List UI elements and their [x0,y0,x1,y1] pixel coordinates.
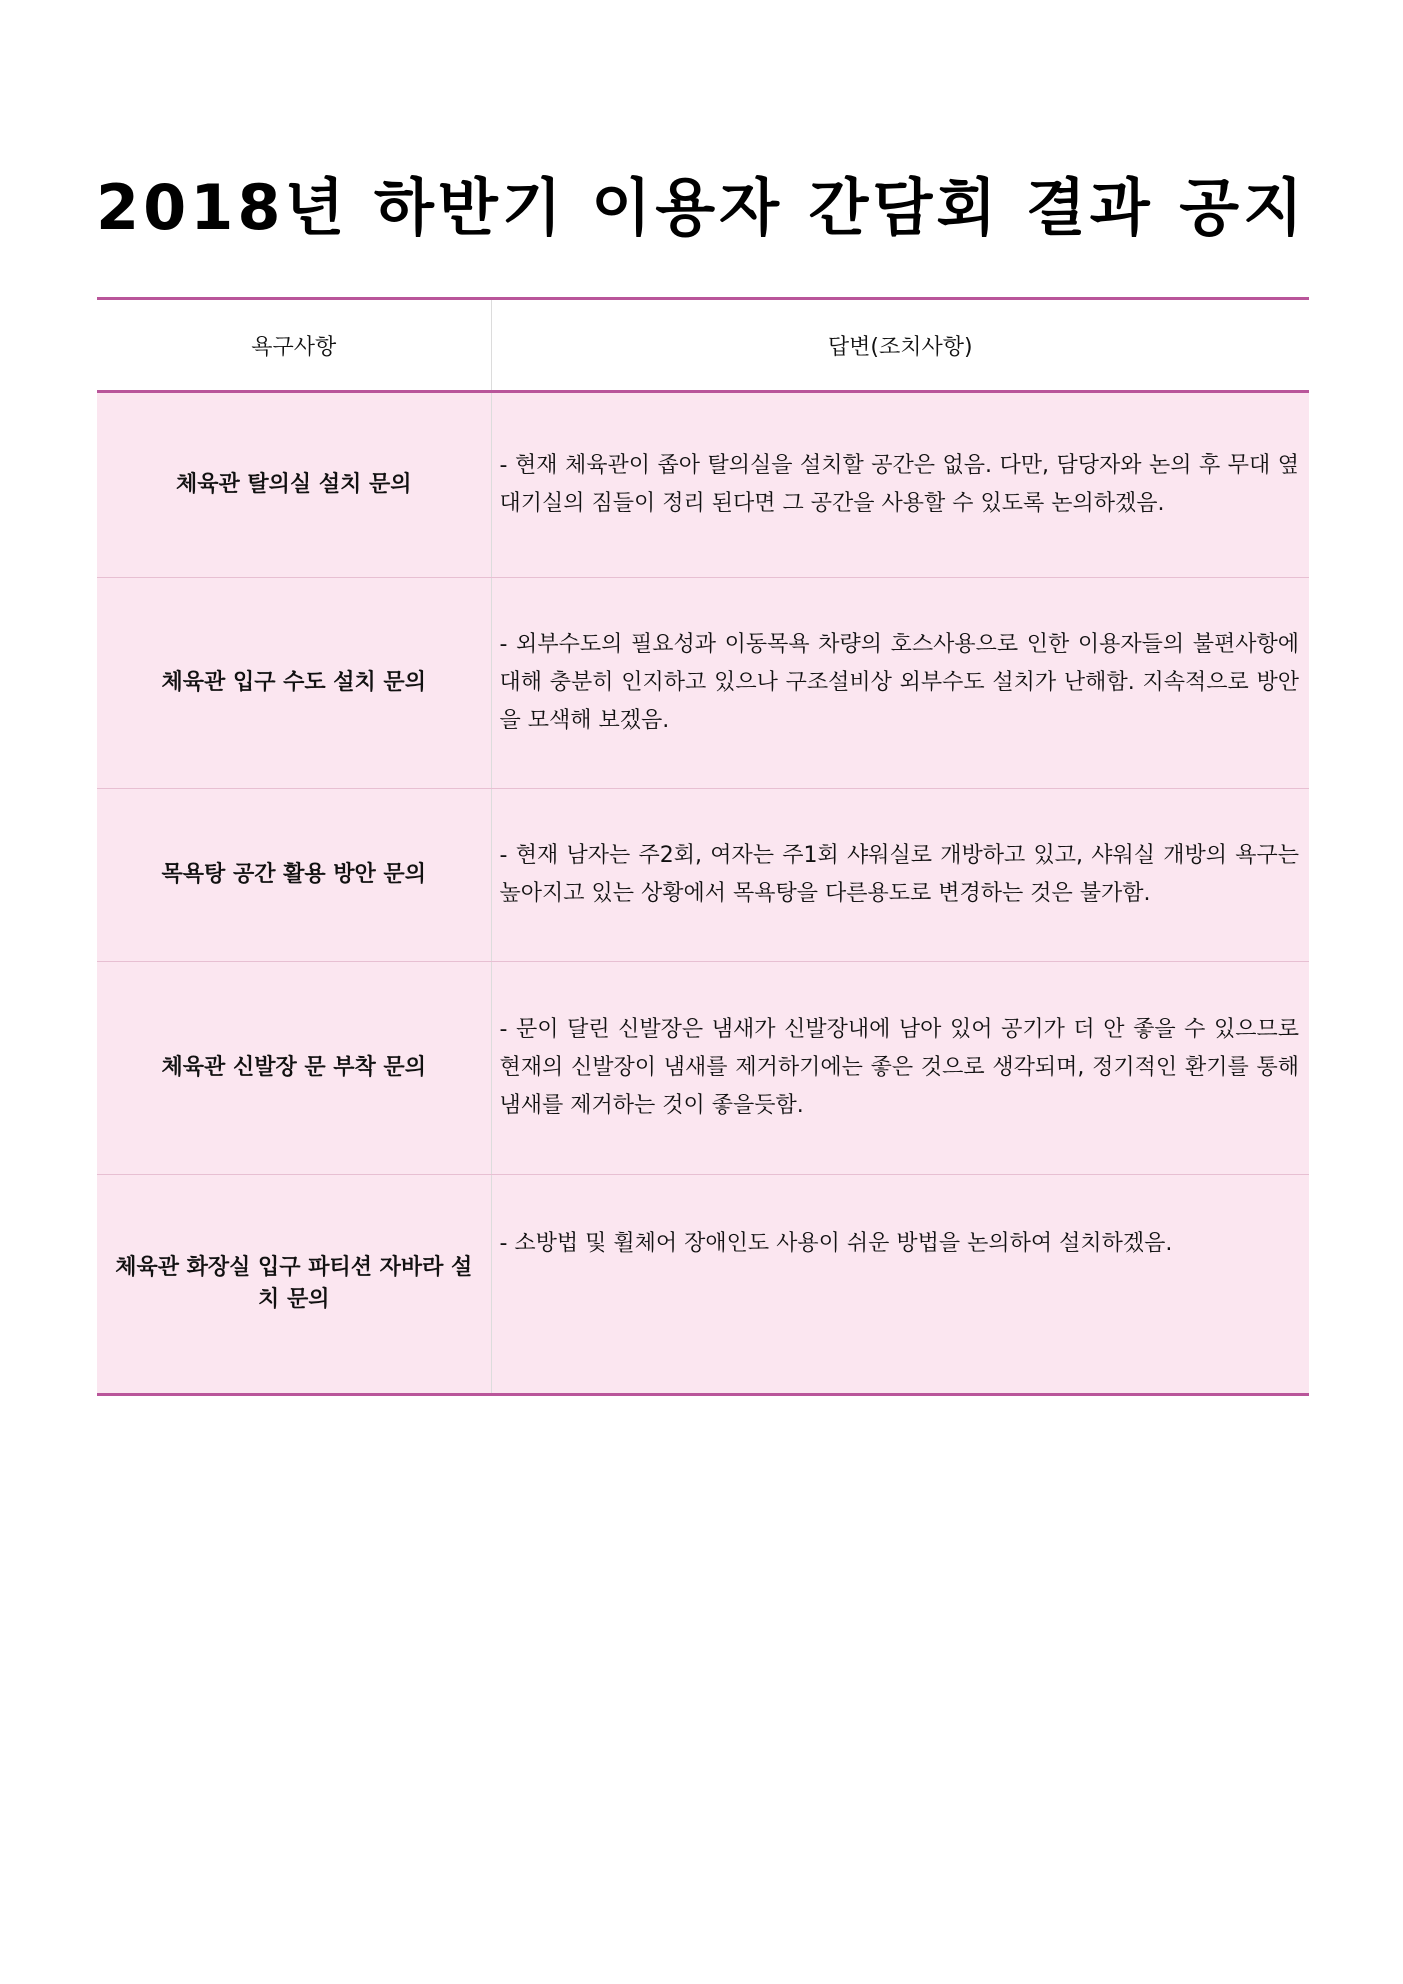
request-cell: 체육관 입구 수도 설치 문의 [97,578,491,789]
table-row [97,962,1309,1175]
answer-cell: - 현재 남자는 주2회, 여자는 주1회 샤워실로 개방하고 있고, 샤워실 개방의 욕구는 높아지고 있는 상황에서 목욕탕을 다른용도로 변경하는 것은 불가함. [491,789,1309,962]
answer-cell: - 문이 달린 신발장은 냄새가 신발장내에 남아 있어 공기가 더 안 좋을 수 있으므로 현재의 신발장이 냄새를 제거하기에는 좋은 것으로 생각되며, 정기적인 환기를 통해 냄새를 제거하는 것이 좋을듯함. [491,962,1309,1175]
request-cell: 목욕탕 공간 활용 방안 문의 [97,789,491,962]
table-header-row [97,299,1309,392]
results-table [97,297,1309,1396]
table-row [97,392,1309,578]
table-row [97,789,1309,962]
table-row [97,578,1309,789]
page-title: 2018년 하반기 이용자 간담회 결과 공지 [96,171,1307,244]
table-row [97,1175,1309,1395]
answer-cell: - 소방법 및 휠체어 장애인도 사용이 쉬운 방법을 논의하여 설치하겠음. [491,1175,1309,1395]
request-cell: 체육관 신발장 문 부착 문의 [97,962,491,1175]
answer-cell: - 외부수도의 필요성과 이동목욕 차량의 호스사용으로 인한 이용자들의 불편사항에 대해 충분히 인지하고 있으나 구조설비상 외부수도 설치가 난해함. 지속적으로 방안을 모색해 보겠음. [491,578,1309,789]
request-cell: 체육관 화장실 입구 파티션 자바라 설치 문의 [97,1175,491,1395]
request-cell: 체육관 탈의실 설치 문의 [97,392,491,578]
header-answer: 답변(조치사항) [491,299,1309,392]
header-request: 욕구사항 [97,299,491,392]
answer-cell: - 현재 체육관이 좁아 탈의실을 설치할 공간은 없음. 다만, 담당자와 논의 후 무대 옆 대기실의 짐들이 정리 된다면 그 공간을 사용할 수 있도록 논의하겠음. [491,392,1309,578]
